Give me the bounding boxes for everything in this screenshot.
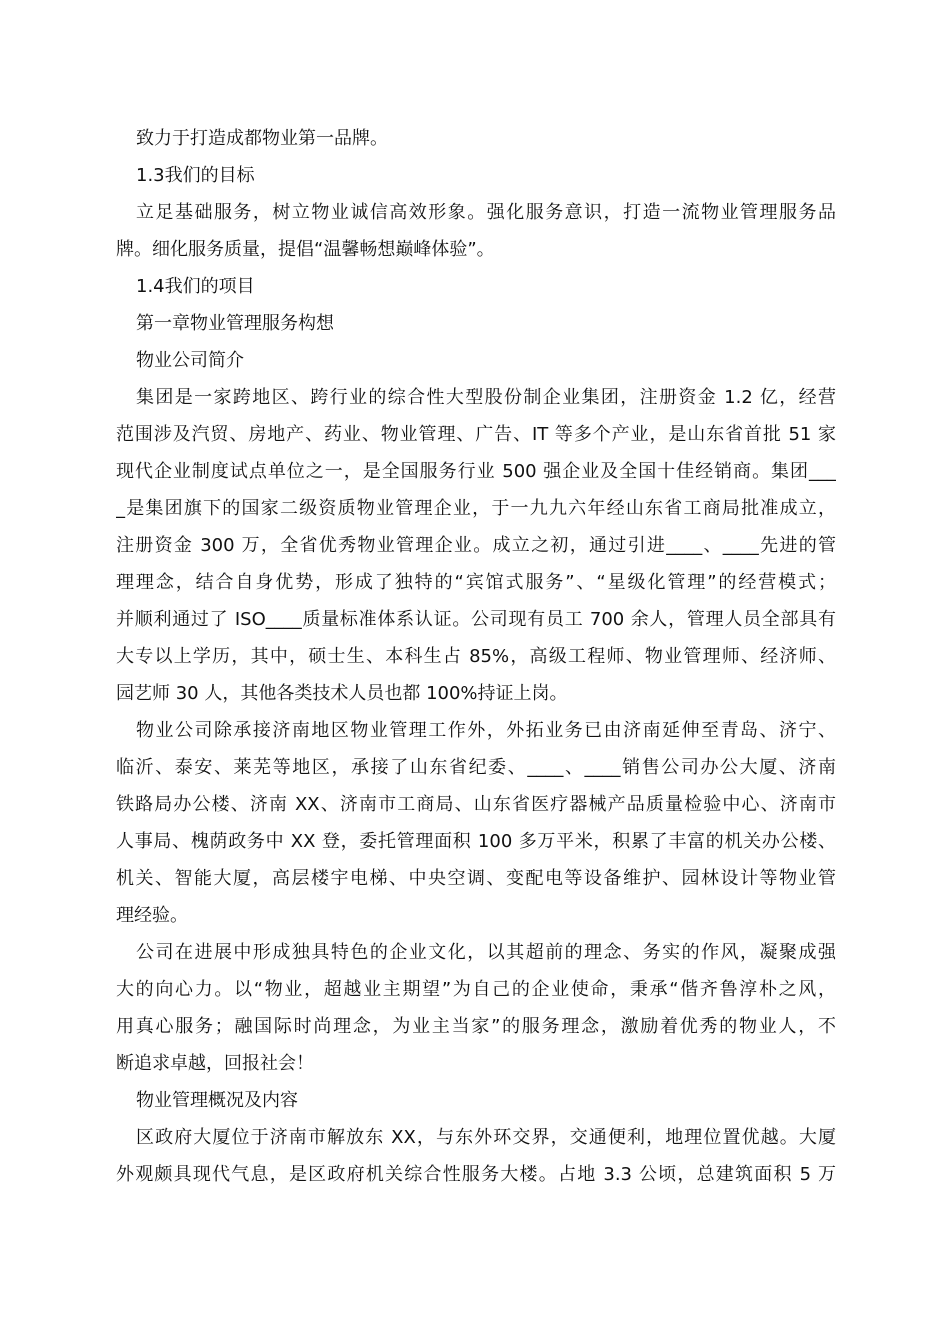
paragraph-line: 大专以上学历，其中，硕士生、本科生占 85%，高级工程师、物业管理师、经济师、 [116,646,836,667]
paragraph-line: 公司在进展中形成独具特色的企业文化，以其超前的理念、务实的作风，凝聚成强 [136,942,836,963]
chapter-heading: 第一章物业管理服务构想 [136,313,334,334]
paragraph-line: 机关、智能大厦，高层楼宇电梯、中央空调、变配电等设备维护、园林设计等物业管 [116,868,836,889]
paragraph-line: 现代企业制度试点单位之一，是全国服务行业 500 强企业及全国十佳经销商。集团___ [116,461,836,482]
section-heading: 1.3我们的目标 [136,165,255,186]
paragraph-line: _是集团旗下的国家二级资质物业管理企业，于一九九六年经山东省工商局批准成立， [116,498,836,519]
paragraph-line: 牌。细化服务质量，提倡“温馨畅想巅峰体验”。 [116,239,495,260]
paragraph-line: 铁路局办公楼、济南 XX、济南市工商局、山东省医疗器械产品质量检验中心、济南市 [116,794,836,815]
paragraph-line: 物业公司除承接济南地区物业管理工作外，外拓业务已由济南延伸至青岛、济宁、 [136,720,836,741]
paragraph-line: 园艺师 30 人，其他各类技术人员也都 100%持证上岗。 [116,683,568,704]
section-heading: 物业公司简介 [136,350,244,371]
paragraph-line: 临沂、泰安、莱芜等地区，承接了山东省纪委、____、____销售公司办公大厦、济南 [116,757,836,778]
paragraph-line: 理经验。 [116,905,188,926]
section-heading: 物业管理概况及内容 [136,1090,298,1111]
paragraph-line: 注册资金 300 万，全省优秀物业管理企业。成立之初，通过引进____、____先进的管 [116,535,836,556]
paragraph-line: 外观颇具现代气息，是区政府机关综合性服务大楼。占地 3.3 公顷，总建筑面积 5 万 [116,1164,836,1185]
paragraph-line: 大的向心力。以“物业，超越业主期望”为自己的企业使命，秉承“偕齐鲁淳朴之风， [116,979,836,1000]
paragraph-line: 致力于打造成都物业第一品牌。 [136,128,388,149]
paragraph-line: 并顺利通过了 ISO____质量标准体系认证。公司现有员工 700 余人，管理人员全部具有 [116,609,836,630]
document-body [116,120,836,1193]
paragraph-line: 理理念，结合自身优势，形成了独特的“宾馆式服务”、“星级化管理”的经营模式； [116,572,836,593]
paragraph-line: 区政府大厦位于济南市解放东 XX，与东外环交界，交通便利，地理位置优越。大厦 [136,1127,836,1148]
paragraph-line: 用真心服务；融国际时尚理念，为业主当家”的服务理念，激励着优秀的物业人，不 [116,1016,836,1037]
section-heading: 1.4我们的项目 [136,276,255,297]
paragraph-line: 集团是一家跨地区、跨行业的综合性大型股份制企业集团，注册资金 1.2 亿，经营 [136,387,836,408]
paragraph-line: 立足基础服务，树立物业诚信高效形象。强化服务意识，打造一流物业管理服务品 [136,202,836,223]
paragraph-line: 范围涉及汽贸、房地产、药业、物业管理、广告、IT 等多个产业，是山东省首批 51 家 [116,424,836,445]
paragraph-line: 断追求卓越，回报社会！ [116,1053,314,1074]
paragraph-line: 人事局、槐荫政务中 XX 登，委托管理面积 100 多万平米，积累了丰富的机关办公楼、 [116,831,836,852]
